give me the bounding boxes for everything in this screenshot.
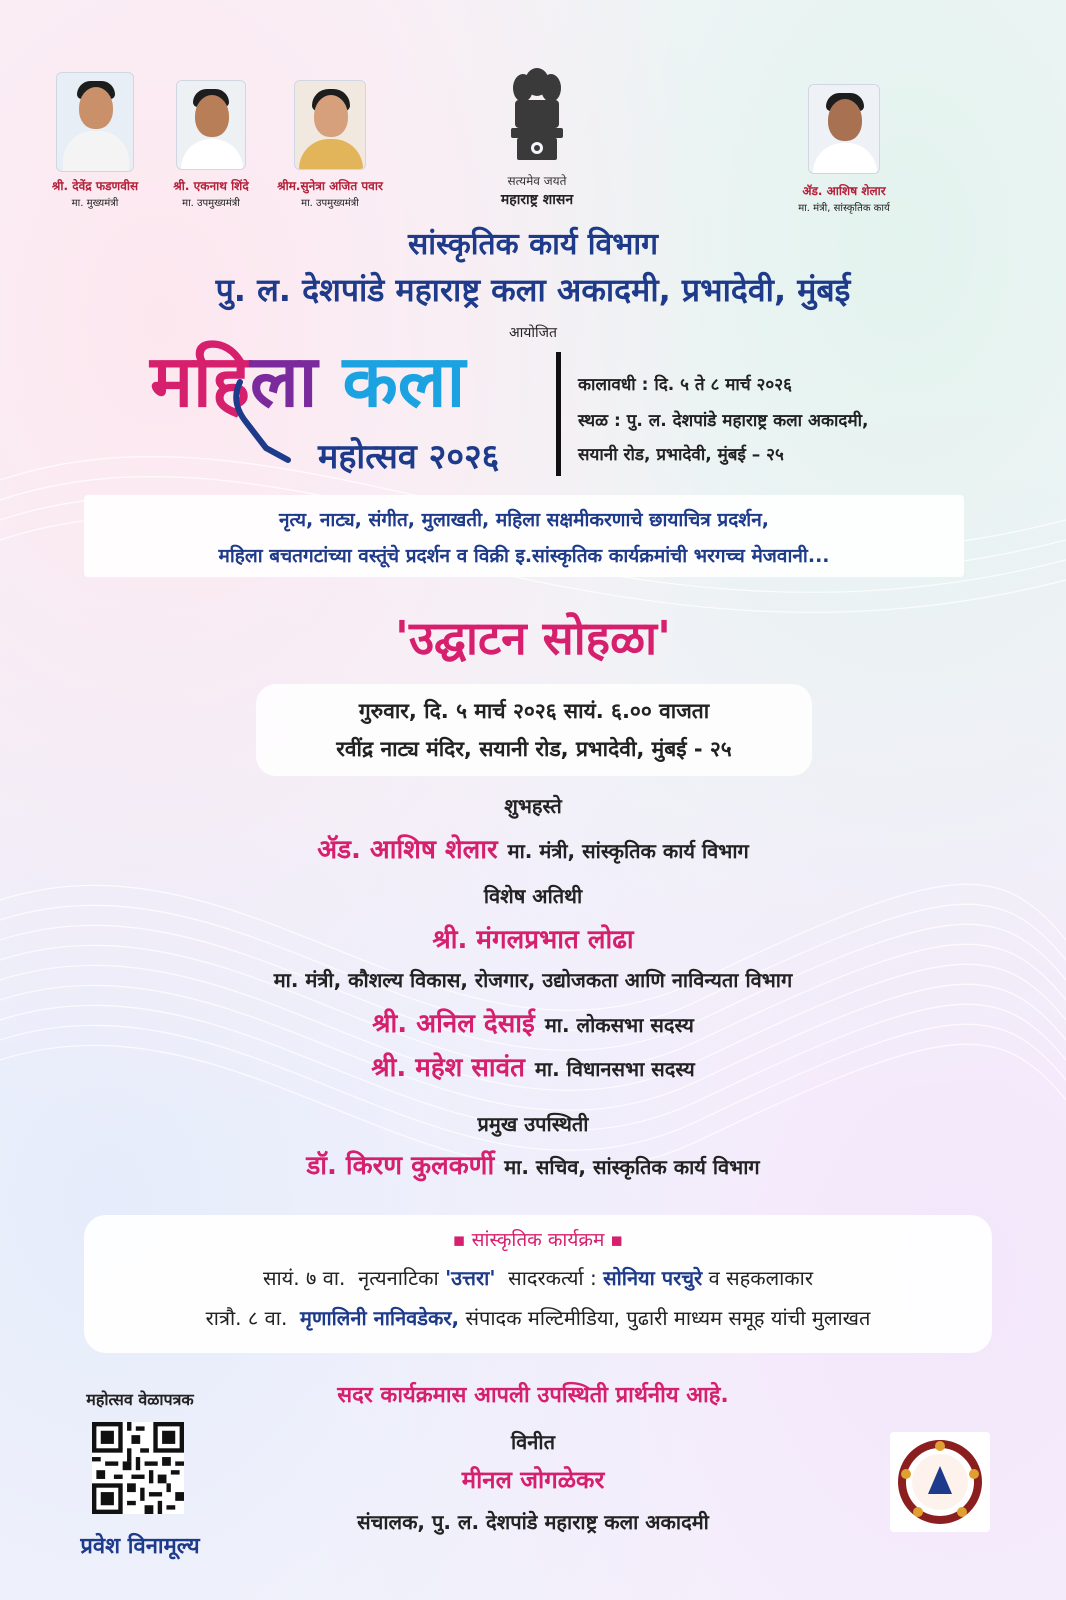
portrait-pawar xyxy=(294,80,366,170)
festival-duration: कालावधी : दि. ५ ते ८ मार्च २०२६ xyxy=(578,375,792,395)
cultural-program-heading: ▪ सांस्कृतिक कार्यक्रम ▪ xyxy=(452,1229,624,1251)
program-item-1-time: सायं. ७ वा. xyxy=(262,1266,346,1290)
chief-guest xyxy=(0,830,1066,866)
portrait-fadnavis xyxy=(56,72,134,172)
ceremony-venue: रवींद्र नाट्य मंदिर, सयानी रोड, प्रभादेवी, मुंबई - २५ xyxy=(336,737,732,761)
regards-label: विनीत xyxy=(511,1430,555,1454)
activities-line2: महिला बचतगटांच्या वस्तूंचे प्रदर्शन व विक्री इ.सांस्कृतिक कार्यक्रमांची भरगच्च मेजवानी... xyxy=(218,545,830,567)
special-guest-2-role: मा. लोकसभा सदस्य xyxy=(544,1013,694,1037)
special-guest-3-role: मा. विधानसभा सदस्य xyxy=(534,1057,695,1081)
special-guest-1-role: मा. मंत्री, कौशल्य विकास, रोजगार, उद्योजकता आणि नाविन्यता विभाग xyxy=(273,968,793,992)
special-guest-2-name: श्री. अनिल देसाई xyxy=(372,1009,535,1039)
festival-logo-subtitle: महोत्सव २०२६ xyxy=(318,437,500,477)
program-item-1-presenter-label: सादरकर्त्या : xyxy=(508,1266,597,1290)
program-item-2-suffix: संपादक मल्टिमीडिया, पुढारी माध्यम समूह यांची मुलाखत xyxy=(465,1306,871,1330)
program-item-2-time: रात्रौ. ८ वा. xyxy=(205,1306,288,1330)
portrait-shinde xyxy=(176,80,246,170)
invitation-text: सदर कार्यक्रमास आपली उपस्थिती प्रार्थनीय आहे. xyxy=(337,1383,729,1408)
ashoka-emblem-icon xyxy=(505,60,569,172)
festival-logo xyxy=(150,339,466,423)
signer-role: संचालक, पु. ल. देशपांडे महाराष्ट्र कला अकादमी xyxy=(357,1510,709,1534)
special-guest-1-name: श्री. मंगलप्रभात लोढा xyxy=(432,925,634,955)
dignitary-name-3: श्रीम.सुनेत्रा अजित पवार xyxy=(277,179,383,193)
inaugurated-by-label: शुभहस्ते xyxy=(504,794,562,818)
program-item-2 xyxy=(84,1304,992,1331)
special-guest-1 xyxy=(0,920,1066,956)
chief-guest-name: ॲड. आशिष शेलार xyxy=(317,835,498,865)
program-item-1-suffix: व सहकलाकार xyxy=(708,1266,814,1290)
dignitary-designation-3: मा. उपमुख्यमंत्री xyxy=(301,198,359,209)
emblem-motto: सत्यमेव जयते xyxy=(507,174,567,188)
dignitary-designation-2: मा. उपमुख्यमंत्री xyxy=(182,198,240,209)
academy-title: पु. ल. देशपांडे महाराष्ट्र कला अकादमी, प्रभादेवी, मुंबई xyxy=(215,271,851,309)
academy-logo-icon xyxy=(890,1432,990,1532)
activities-line1: नृत्य, नाट्य, संगीत, मुलाखती, महिला सक्षमीकरणाचे छायाचित्र प्रदर्शन, xyxy=(278,509,769,531)
organized-label: आयोजित xyxy=(508,325,558,341)
program-item-1-presenter: सोनिया परचुरे xyxy=(603,1266,703,1290)
dignitary-name-1: श्री. देवेंद्र फडणवीस xyxy=(51,179,139,193)
presence-label: प्रमुख उपस्थिती xyxy=(477,1112,589,1136)
logo-face-line-icon xyxy=(226,378,306,464)
logo-part-3: कला xyxy=(342,339,466,423)
special-guest-3-name: श्री. महेश सावंत xyxy=(371,1053,525,1083)
department-title: सांस्कृतिक कार्य विभाग xyxy=(408,227,658,262)
ceremony-title: 'उद्घाटन सोहळा' xyxy=(394,611,672,665)
special-guest-3 xyxy=(0,1048,1066,1084)
dignitary-name-2: श्री. एकनाथ शिंदे xyxy=(173,179,249,193)
logo-part-1: महि xyxy=(150,339,250,423)
free-entry-label: प्रवेश विनामूल्य xyxy=(80,1534,200,1559)
presence-role: मा. सचिव, सांस्कृतिक कार्य विभाग xyxy=(504,1155,760,1179)
program-item-1-title: 'उत्तरा' xyxy=(445,1266,496,1290)
qr-code-icon[interactable] xyxy=(92,1422,184,1514)
special-guest-2 xyxy=(0,1004,1066,1040)
program-item-1 xyxy=(84,1264,992,1291)
program-item-2-name: मृणालिनी नानिवडेकर, xyxy=(300,1306,460,1330)
dignitary-name-4: ॲड. आशिष शेलार xyxy=(802,184,886,198)
special-guest-label: विशेष अतिथी xyxy=(483,884,583,908)
presence-guest xyxy=(0,1146,1066,1182)
logo-divider xyxy=(556,352,561,476)
dignitary-designation-4: मा. मंत्री, सांस्कृतिक कार्य xyxy=(798,203,890,214)
emblem-government: महाराष्ट्र शासन xyxy=(500,192,574,208)
festival-venue-line2: सयानी रोड, प्रभादेवी, मुंबई – २५ xyxy=(578,445,784,465)
schedule-label: महोत्सव वेळापत्रक xyxy=(86,1390,194,1409)
festival-venue-line1: स्थळ : पु. ल. देशपांडे महाराष्ट्र कला अकादमी, xyxy=(578,411,869,431)
dignitary-designation-1: मा. मुख्यमंत्री xyxy=(71,198,119,209)
ceremony-date: गुरुवार, दि. ५ मार्च २०२६ सायं. ६.०० वाजता xyxy=(358,699,710,723)
program-item-1-type: नृत्यनाटिका xyxy=(358,1266,439,1290)
logo-part-2: ला xyxy=(249,339,318,423)
chief-guest-role: मा. मंत्री, सांस्कृतिक कार्य विभाग xyxy=(507,839,749,863)
portrait-shelar xyxy=(808,84,880,174)
presence-name: डॉ. किरण कुलकर्णी xyxy=(306,1151,495,1181)
signer-name: मीनल जोगळेकर xyxy=(461,1466,605,1494)
